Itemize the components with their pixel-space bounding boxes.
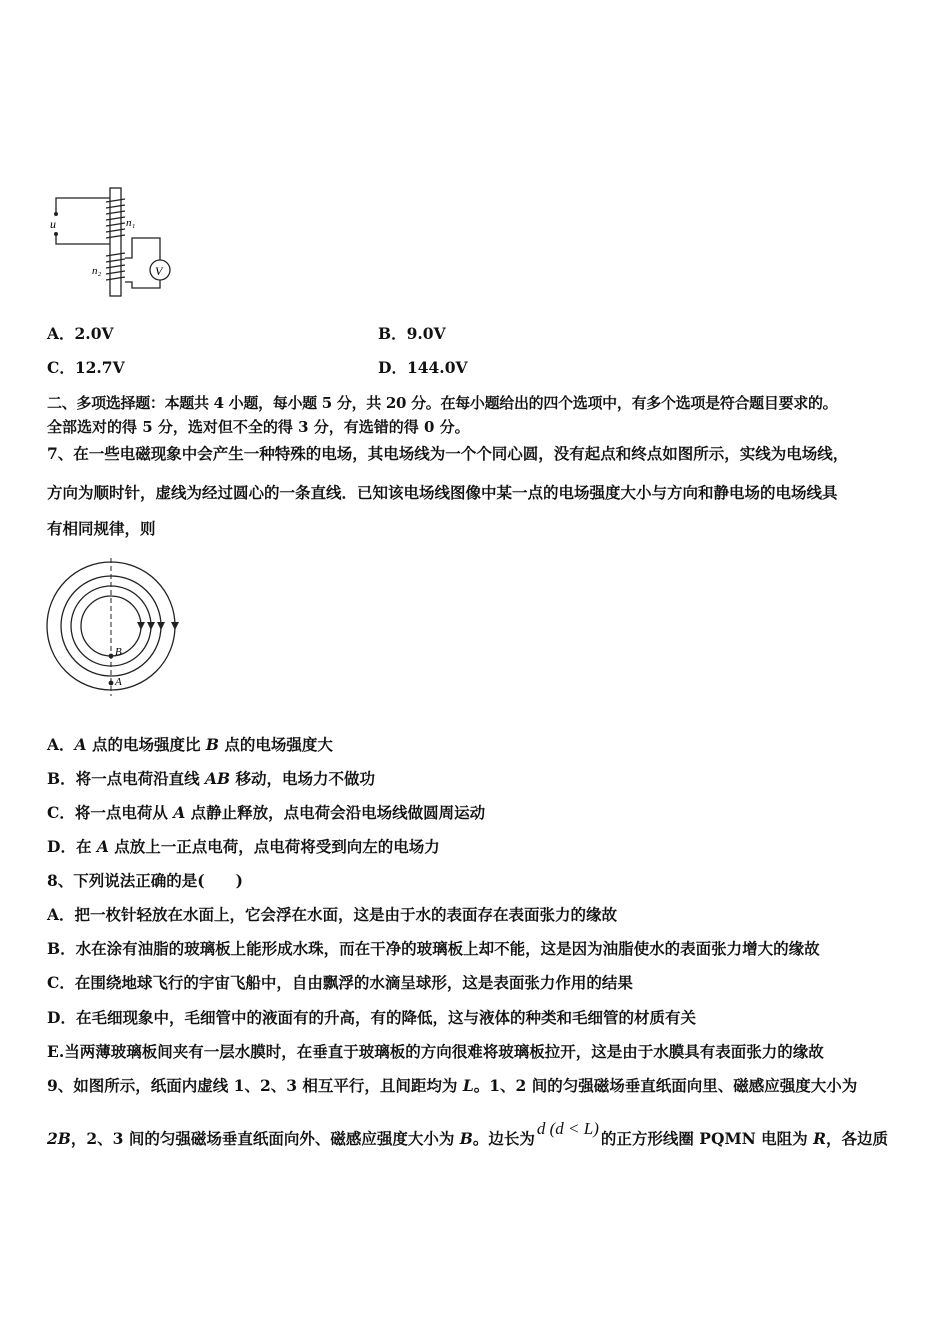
q7-stem-line1: 7、在一些电磁现象中会产生一种特殊的电场，其电场线为一个个同心圆，没有起点和终点如图所示，实线为电场线， [47, 444, 849, 463]
label-v: V [155, 264, 163, 278]
q6-option-c: C．12.7V [47, 358, 125, 377]
point-b [109, 654, 114, 659]
q8-option-e: E.当两薄玻璃板间夹有一层水膜时，在垂直于玻璃板的方向很难将玻璃板拉开，这是由于水膜具有表面张力的缘故 [47, 1042, 824, 1061]
concentric-field-lines-figure [43, 558, 183, 698]
secondary-coil [106, 253, 125, 280]
q7-option-a: A．A 点的电场强度比 B 点的电场强度大 [47, 735, 333, 754]
label-n1: n₁ [126, 217, 136, 229]
transformer-circuit-figure [40, 182, 185, 302]
q8-option-c: C．在围绕地球飞行的宇宙飞船中，自由飘浮的水滴呈球形，这是表面张力作用的结果 [47, 973, 633, 992]
secondary-wire [125, 238, 160, 260]
label-u: u [50, 217, 56, 231]
q9-line2: 2B，2、3 间的匀强磁场垂直纸面向外、磁感应强度大小为 B。边长为d (d < L)的正方形线圈 PQMN 电阻为 R，各边质 [47, 1119, 888, 1148]
q8-stem: 8、下列说法正确的是( ) [47, 871, 243, 890]
label-b: B [115, 646, 122, 658]
q9-line1: 9、如图所示，纸面内虚线 1、2、3 相互平行，且间距均为 L。1、2 间的匀强磁场垂直纸面向里、磁感应强度大小为 [47, 1076, 858, 1095]
q7-option-d: D．在 A 点放上一正点电荷，点电荷将受到向左的电场力 [47, 837, 440, 856]
q6-option-d: D．144.0V [378, 358, 468, 377]
q7-stem-line3: 有相同规律，则 [47, 519, 156, 538]
q7-stem-line2: 方向为顺时针，虚线为经过圆心的一条直线．已知该电场线图像中某一点的电场强度大小与方向和静电场的电场线具 [47, 483, 838, 502]
q8-option-b: B．水在涂有油脂的玻璃板上能形成水珠，而在干净的玻璃板上却不能，这是因为油脂使水的表面张力增大的缘故 [47, 939, 820, 958]
inline-math-d: d (d < L) [536, 1119, 599, 1138]
arrow-2 [157, 622, 165, 630]
q6-option-a: A．2.0V [47, 324, 114, 343]
arrow-3 [147, 622, 155, 630]
primary-wire [56, 198, 110, 214]
label-n2: n₂ [92, 265, 102, 277]
q8-option-d: D．在毛细现象中，毛细管中的液面有的升高，有的降低，这与液体的种类和毛细管的材质有关 [47, 1008, 696, 1027]
q6-option-b: B．9.0V [378, 324, 446, 343]
arrow-inner [137, 622, 145, 630]
arrow-outer [171, 622, 179, 630]
q8-option-a: A．把一枚针轻放在水面上，它会浮在水面，这是由于水的表面存在表面张力的缘故 [47, 905, 618, 924]
section2-line1: 二、多项选择题：本题共 4 小题，每小题 5 分，共 20 分。在每小题给出的四个选项中，有多个选项是符合题目要求的。 [47, 394, 838, 412]
q7-option-b: B．将一点电荷沿直线 AB 移动，电场力不做功 [47, 769, 376, 788]
label-a: A [115, 676, 122, 688]
primary-coil [106, 199, 125, 238]
iron-core [110, 188, 121, 296]
section2-line2: 全部选对的得 5 分，选对但不全的得 3 分，有选错的得 0 分。 [47, 418, 470, 436]
q7-option-c: C．将一点电荷从 A 点静止释放，点电荷会沿电场线做圆周运动 [47, 803, 486, 822]
point-a [109, 681, 114, 686]
